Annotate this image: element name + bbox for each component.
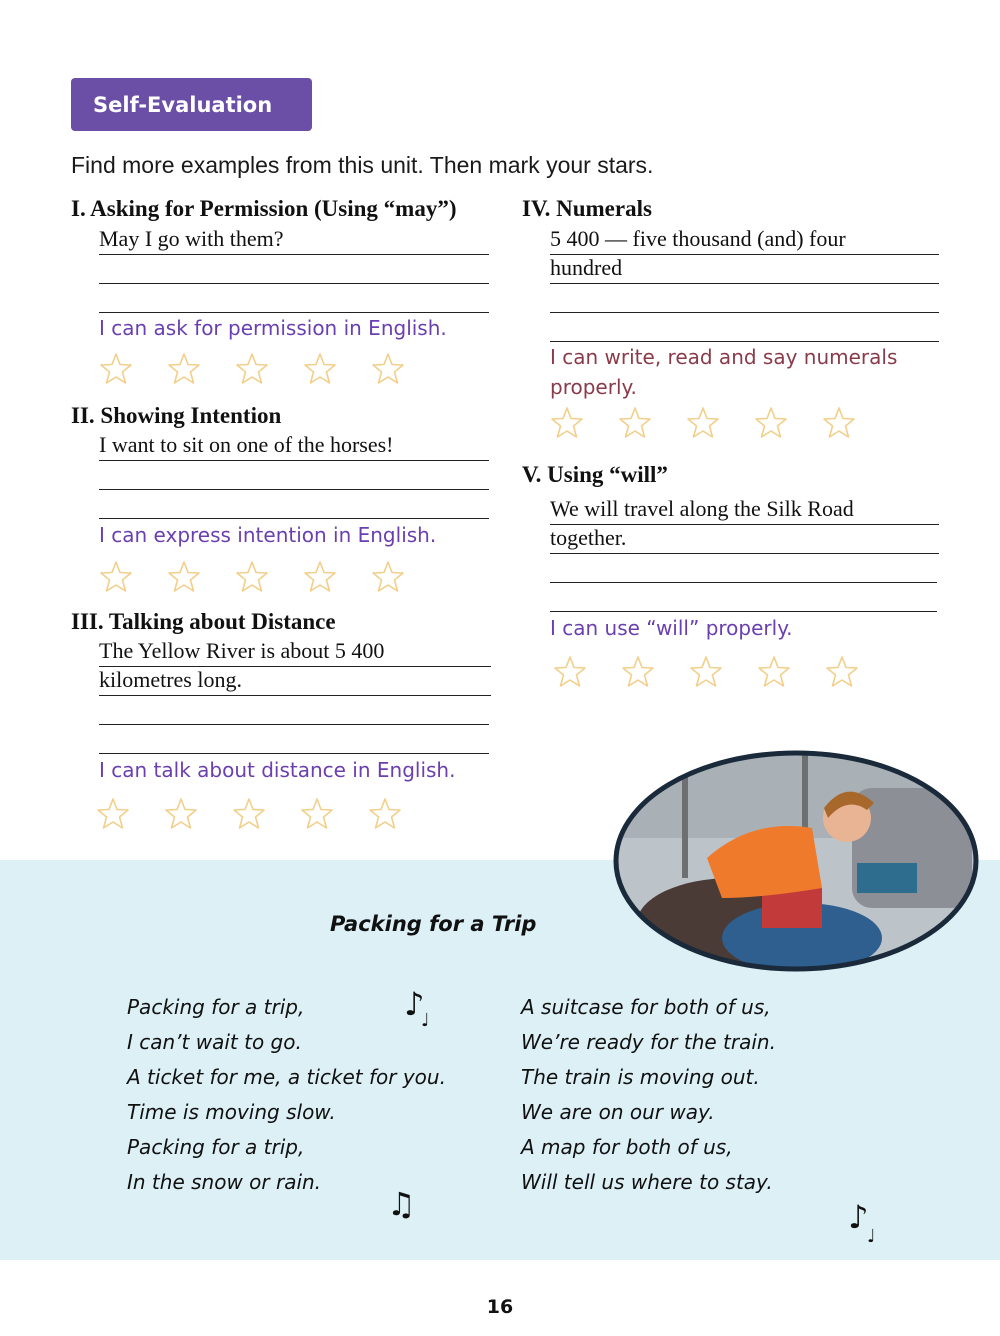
packing-photo bbox=[612, 748, 980, 974]
star-icon[interactable] bbox=[686, 406, 754, 442]
section-4-can-line-1: I can write, read and say numerals bbox=[550, 345, 898, 369]
star-icon[interactable] bbox=[300, 797, 368, 833]
star-icon[interactable] bbox=[303, 560, 371, 596]
section-3-line-2[interactable]: kilometres long. bbox=[99, 667, 491, 696]
section-4-line-3[interactable] bbox=[550, 284, 939, 313]
page-number: 16 bbox=[486, 1296, 514, 1318]
star-icon[interactable] bbox=[550, 406, 618, 442]
song-left-line-2: I can’t wait to go. bbox=[127, 1030, 302, 1054]
section-5-star-rating[interactable] bbox=[553, 655, 893, 691]
section-1-title: I. Asking for Permission (Using “may”) bbox=[71, 196, 457, 221]
song-left-line-5: Packing for a trip, bbox=[127, 1135, 305, 1159]
star-icon[interactable] bbox=[621, 655, 689, 691]
song-left-line-4: Time is moving slow. bbox=[127, 1100, 336, 1124]
section-3-line-3[interactable] bbox=[99, 696, 489, 725]
music-note-icon: ♪ bbox=[404, 985, 425, 1023]
section-1-line-2[interactable] bbox=[99, 255, 489, 284]
section-3-star-rating[interactable] bbox=[96, 797, 436, 833]
song-right-line-1: A suitcase for both of us, bbox=[521, 995, 771, 1019]
star-icon[interactable] bbox=[164, 797, 232, 833]
section-4-line-1[interactable]: 5 400 — five thousand (and) four bbox=[550, 226, 939, 255]
star-icon[interactable] bbox=[757, 655, 825, 691]
instruction-text: Find more examples from this unit. Then mark your stars. bbox=[71, 152, 654, 178]
song-right-line-6: Will tell us where to stay. bbox=[521, 1170, 773, 1194]
star-icon[interactable] bbox=[368, 797, 436, 833]
section-1-line-3[interactable] bbox=[99, 284, 489, 313]
section-3-line-1[interactable]: The Yellow River is about 5 400 bbox=[99, 638, 491, 667]
section-4-line-4[interactable] bbox=[550, 313, 939, 342]
section-2-line-2[interactable] bbox=[99, 461, 489, 490]
song-left-line-6: In the snow or rain. bbox=[127, 1170, 322, 1194]
star-icon[interactable] bbox=[822, 406, 890, 442]
section-3-line-4[interactable] bbox=[99, 725, 489, 754]
section-3-can-statement: I can talk about distance in English. bbox=[99, 758, 456, 782]
star-icon[interactable] bbox=[689, 655, 757, 691]
star-icon[interactable] bbox=[235, 560, 303, 596]
section-2-star-rating[interactable] bbox=[99, 560, 439, 596]
section-1-can-statement: I can ask for permission in English. bbox=[99, 316, 447, 340]
music-note-icon: ♪ bbox=[848, 1198, 869, 1236]
music-note-icon: ♫ bbox=[387, 1185, 416, 1223]
section-5-line-1[interactable]: We will travel along the Silk Road bbox=[550, 496, 939, 525]
star-icon[interactable] bbox=[825, 655, 893, 691]
star-icon[interactable] bbox=[232, 797, 300, 833]
star-icon[interactable] bbox=[553, 655, 621, 691]
section-1-line-1[interactable]: May I go with them? bbox=[99, 226, 489, 255]
section-1-star-rating[interactable] bbox=[99, 352, 439, 388]
star-icon[interactable] bbox=[99, 560, 167, 596]
star-icon[interactable] bbox=[618, 406, 686, 442]
star-icon[interactable] bbox=[235, 352, 303, 388]
star-icon[interactable] bbox=[371, 560, 439, 596]
self-evaluation-badge: Self-Evaluation bbox=[71, 78, 312, 131]
section-4-can-statement bbox=[550, 342, 897, 402]
song-right-line-3: The train is moving out. bbox=[521, 1065, 760, 1089]
star-icon[interactable] bbox=[167, 560, 235, 596]
section-5-title: V. Using “will” bbox=[522, 462, 668, 487]
section-2-can-statement: I can express intention in English. bbox=[99, 523, 437, 547]
star-icon[interactable] bbox=[371, 352, 439, 388]
section-4-star-rating[interactable] bbox=[550, 406, 890, 442]
star-icon[interactable] bbox=[167, 352, 235, 388]
section-4-line-2[interactable]: hundred bbox=[550, 255, 939, 284]
star-icon[interactable] bbox=[99, 352, 167, 388]
song-left-line-3: A ticket for me, a ticket for you. bbox=[127, 1065, 446, 1089]
section-2-line-1[interactable]: I want to sit on one of the horses! bbox=[99, 432, 489, 461]
section-2-line-3[interactable] bbox=[99, 490, 489, 519]
music-note-icon: ♩ bbox=[867, 1226, 876, 1247]
section-3-title: III. Talking about Distance bbox=[71, 609, 336, 634]
section-5-line-2[interactable]: together. bbox=[550, 525, 939, 554]
section-2-title: II. Showing Intention bbox=[71, 403, 282, 428]
song-right-line-4: We are on our way. bbox=[521, 1100, 715, 1124]
song-right-line-2: We’re ready for the train. bbox=[521, 1030, 776, 1054]
song-right-line-5: A map for both of us, bbox=[521, 1135, 733, 1159]
section-5-line-3[interactable] bbox=[550, 554, 937, 583]
star-icon[interactable] bbox=[303, 352, 371, 388]
section-5-can-statement: I can use “will” properly. bbox=[550, 616, 793, 640]
song-left-line-1: Packing for a trip, bbox=[127, 995, 305, 1019]
section-4-can-line-2: properly. bbox=[550, 375, 637, 399]
star-icon[interactable] bbox=[96, 797, 164, 833]
music-note-icon: ♩ bbox=[421, 1010, 430, 1031]
section-4-title: IV. Numerals bbox=[522, 196, 652, 221]
star-icon[interactable] bbox=[754, 406, 822, 442]
section-5-line-4[interactable] bbox=[550, 583, 937, 612]
song-title: Packing for a Trip bbox=[330, 912, 537, 936]
